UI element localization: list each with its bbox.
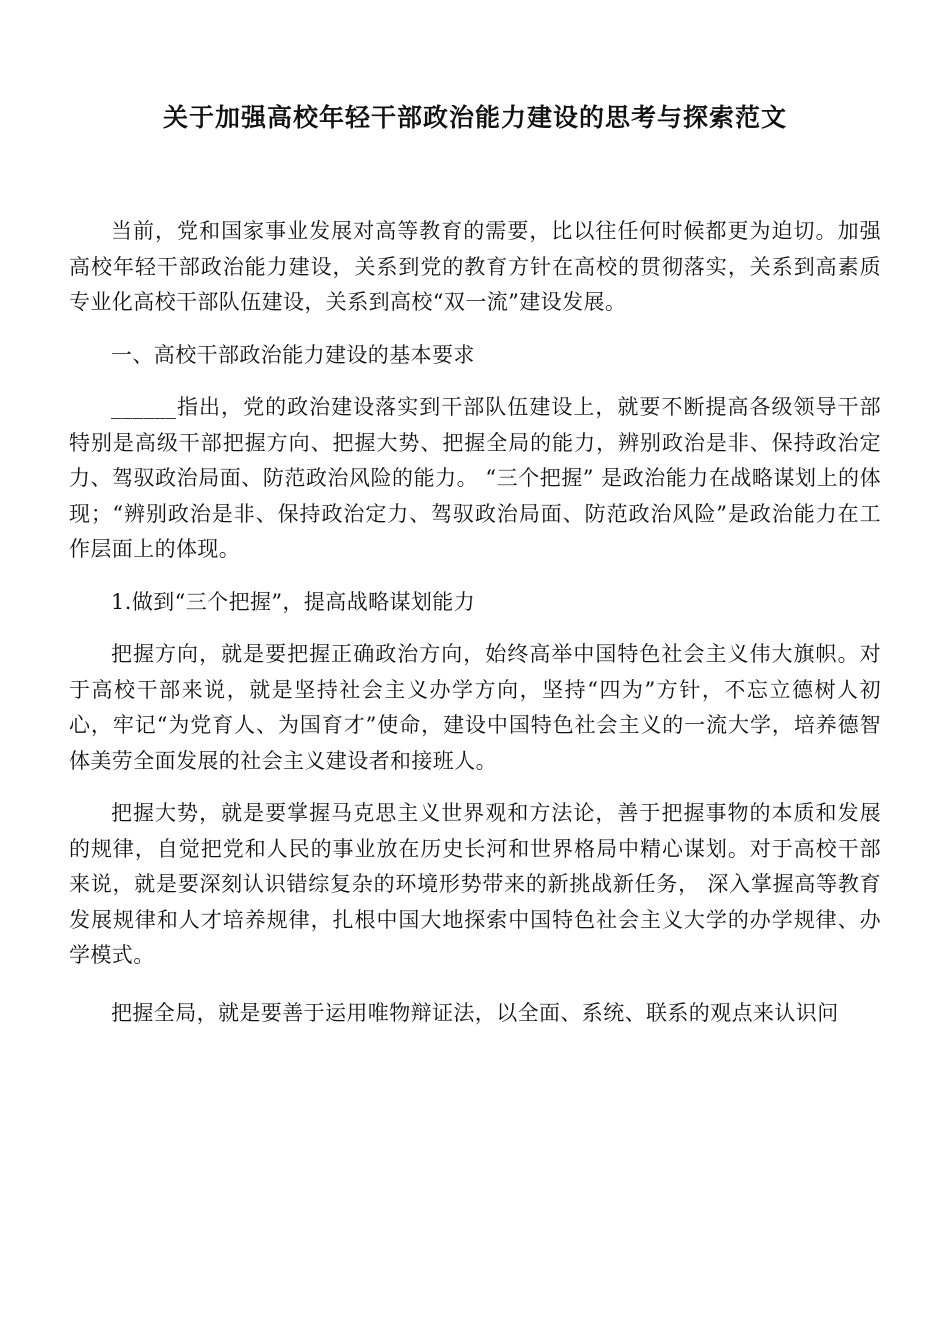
subsection-heading-1: 1.做到“三个把握”，提高战略谋划能力 <box>111 589 476 614</box>
paragraph-intro: 当前，党和国家事业发展对高等教育的需要，比以往任何时候都更为迫切。加强高校年轻干部政治能力建设，关系到党的教育方针在高校的贯彻落实，关系到高素质专业化高校干部队伍建设，关系到高校“双一流”建设发展。 <box>69 219 881 314</box>
paragraph-overall: 把握全局，就是要善于运用唯物辩证法，以全面、系统、联系的观点来认识问 <box>111 1000 839 1025</box>
paragraph-trend: 把握大势，就是要掌握马克思主义世界观和方法论，善于把握事物的本质和发展的规律，自觉把党和人民的事业放在历史长河和世界格局中精心谋划。对于高校干部来说，就是要深刻认识错综复杂的环境形势带来的新挑战新任务， 深入掌握高等教育发展规律和人才培养规律，扎根中国大地探索中国特色社会主义大学的办学规律、办学模式。 <box>69 801 881 967</box>
document-body <box>69 214 881 1031</box>
paragraph-direction: 把握方向，就是要把握正确政治方向，始终高举中国特色社会主义伟大旗帜。对于高校干部来说，就是坚持社会主义办学方向，坚持“四为”方针，不忘立德树人初心，牢记“为党育人、为国育才”使命，建设中国特色社会主义的一流大学，培养德智体美劳全面发展的社会主义建设者和接班人。 <box>69 642 881 773</box>
section-heading-1: 一、高校干部政治能力建设的基本要求 <box>111 342 475 367</box>
paragraph-requirements: ______指出，党的政治建设落实到干部队伍建设上，就要不断提高各级领导干部特别是高级干部把握方向、把握大势、把握全局的能力，辨别政治是非、保持政治定力、驾驭政治局面、防范政治风险的能力。 “三个把握” 是政治能力在战略谋划上的体现；“辨别政治是非、保持政治定力、驾驭政治局面、防范政治风险”是政治能力在工作层面上的体现。 <box>69 395 881 561</box>
document-title: 关于加强高校年轻干部政治能力建设的思考与探索范文 <box>162 103 787 132</box>
